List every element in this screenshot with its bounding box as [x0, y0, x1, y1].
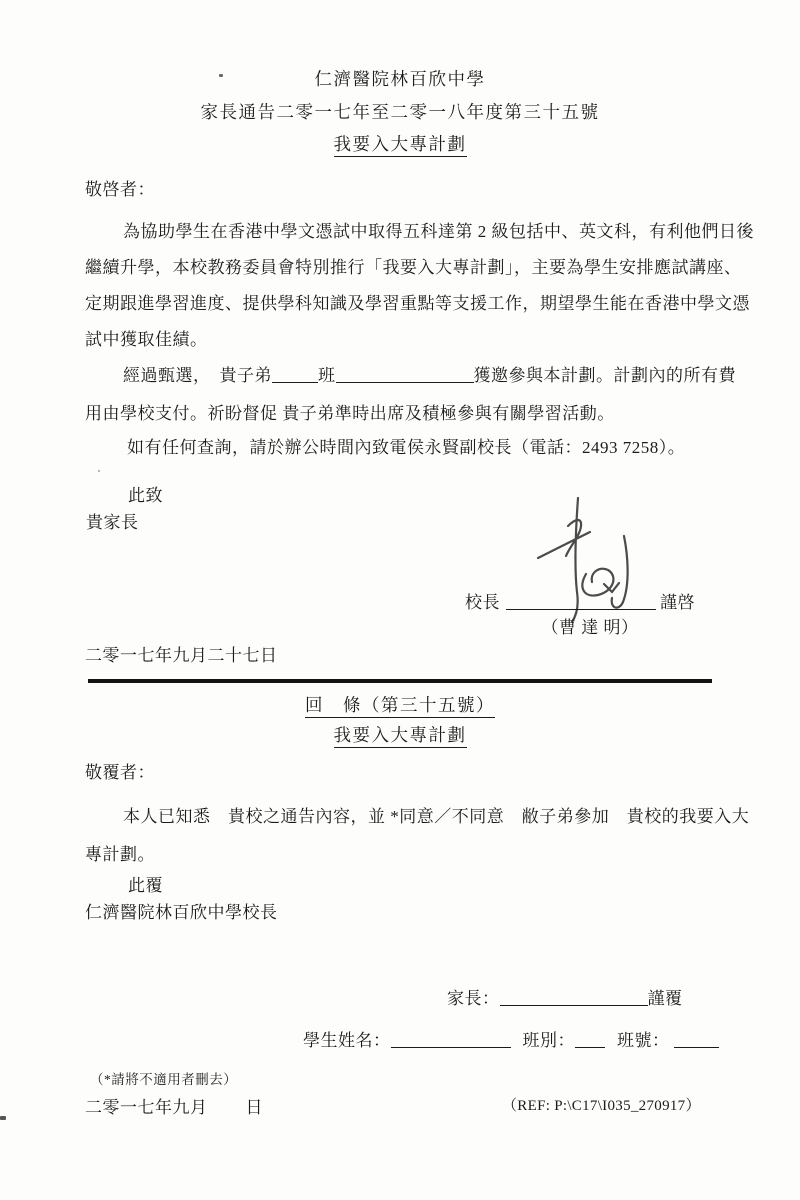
- paragraph2-segment3: 獲邀參與本計劃。計劃內的所有費: [473, 366, 736, 385]
- reply-paragraph-line2: 專計劃。: [85, 845, 155, 864]
- principal-label: 校長: [465, 593, 500, 612]
- reply-closing-cifu: 此覆: [128, 876, 163, 895]
- closing-cizhi: 此致: [128, 486, 163, 505]
- class-blank: [272, 367, 318, 383]
- issue-date: 二零一七年九月二十七日: [85, 646, 278, 665]
- closing-recipient: 貴家長: [86, 513, 139, 532]
- paragraph2-line1: [123, 357, 736, 395]
- reply-addressee: 仁濟醫院林百欣中學校長: [85, 903, 278, 922]
- parent-respectfully: 謹覆: [647, 989, 683, 1008]
- principal-signature-blank: [506, 594, 656, 610]
- notice-title: 我要入大專計劃: [334, 134, 467, 157]
- school-name: 仁濟醫院林百欣中學: [314, 69, 486, 89]
- class-number-fill-blank: [674, 1032, 719, 1048]
- letter-salutation: 敬啓者：: [85, 180, 155, 199]
- document-ref: （REF: P:\C17\I035_270917）: [502, 1098, 701, 1114]
- student-name-blank: [336, 367, 474, 383]
- reply-salutation: 敬覆者：: [85, 763, 155, 782]
- class-number-label: 班號：: [617, 1031, 670, 1050]
- reply-slip-title-row: [0, 692, 800, 717]
- reply-slip-divider: [88, 679, 712, 683]
- paragraph1-line4: 試中獲取佳績。: [85, 330, 208, 349]
- reply-slip-subtitle-row: [0, 722, 800, 747]
- reply-date-suffix: 日: [245, 1098, 263, 1117]
- notice-title-row: [0, 131, 800, 156]
- reply-slip-subtitle: 我要入大專計劃: [334, 725, 467, 748]
- parent-signature-blank: [500, 990, 648, 1006]
- paragraph2-line2: 用由學校支付。祈盼督促 貴子弟準時出席及積極參與有關學習活動。: [85, 404, 615, 423]
- principal-respectfully: 謹啓: [660, 593, 695, 612]
- inquiry-paragraph: 如有任何查詢，請於辦公時間內致電侯永賢副校長（電話：2493 7258）。: [127, 438, 686, 457]
- student-info-row: [303, 1026, 719, 1051]
- student-name-fill-blank: [391, 1032, 511, 1048]
- class-label: 班別：: [522, 1031, 575, 1050]
- scan-noise-speck: [0, 1116, 6, 1120]
- paragraph1-line3: 定期跟進學習進度、提供學科知識及學習重點等支援工作，期望學生能在香港中學文憑: [85, 294, 750, 313]
- scan-noise-speck: [98, 470, 100, 472]
- parent-signature-row: [447, 984, 683, 1009]
- reply-date-prefix: 二零一七年九月: [85, 1098, 208, 1117]
- paragraph2-segment2: 班: [318, 366, 336, 385]
- paragraph1-line2: 繼續升學，本校教務委員會特別推行「我要入大專計劃」，主要為學生安排應試講座、: [85, 258, 742, 277]
- reply-paragraph-line1: 本人已知悉 貴校之通告內容，並 *同意／不同意 敝子弟參加 貴校的我要入大: [123, 807, 750, 826]
- footnote-delete-note: （*請將不適用者刪去）: [90, 1072, 238, 1087]
- reply-date-row: [85, 1093, 263, 1118]
- notice-number-line: 家長通告二零一七年至二零一八年度第三十五號: [200, 102, 600, 122]
- class-fill-blank: [575, 1032, 605, 1048]
- parent-label: 家長：: [447, 989, 500, 1008]
- reply-slip-title: 回 條（第三十五號）: [305, 695, 495, 718]
- paragraph2-segment1: 經過甄選， 貴子弟: [123, 366, 272, 385]
- principal-signature-row: [465, 588, 695, 613]
- paragraph1-line1: 為協助學生在香港中學文憑試中取得五科達第 2 級包括中、英文科，有利他們日後: [123, 222, 754, 241]
- student-name-label: 學生姓名：: [303, 1031, 391, 1050]
- principal-name: （曹 達 明）: [541, 618, 639, 637]
